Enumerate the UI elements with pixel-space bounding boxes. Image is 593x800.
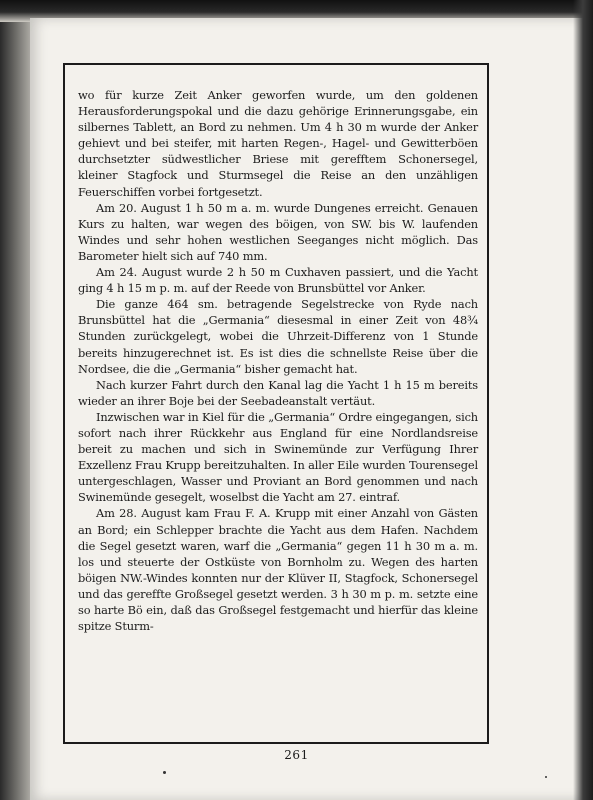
print-speck	[545, 776, 547, 778]
paragraph-2: Am 20. August 1 h 50 m a. m. wurde Dungenes erreicht. Genauen Kurs zu halten, war wegen des böigen, von SW. bis W. laufenden Windes und sehr hohen westlichen Seeganges nicht möglich. Das Barometer hielt sich auf 740 mm.	[78, 200, 478, 263]
scan-shadow-right	[573, 0, 593, 800]
print-speck	[163, 771, 166, 774]
page-number: 261	[284, 748, 309, 762]
paragraph-3: Am 24. August wurde 2 h 50 m Cuxhaven passiert, und die Yacht ging 4 h 15 m p. m. auf der Reede von Brunsbüttel vor Anker.	[78, 265, 478, 296]
paragraph-4: Die ganze 464 sm. betragende Segelstrecke von Ryde nach Brunsbüttel hat die „Germania“ diesesmal in einer Zeit von 48¾ Stunden zurückgelegt, wobei die Uhrzeit-Differenz von 1 Stunde bereits hinzugerechnet ist. Es ist dies die schnellste Reise über die Nordsee, die die „Germania“ bisher gemacht hat.	[78, 297, 478, 376]
paragraph-1: wo für kurze Zeit Anker geworfen wurde, um den goldenen Herausforderungspokal und die dazu gehörige Erinnerungsgabe, ein silbernes Tablett, an Bord zu nehmen. Um 4 h 30 m wurde der Anker gehievt und bei steifer, mit harten Regen-, Hagel- und Gewitterböen durchsetzter südwestlicher Briese mit gerefftem Schonersegel, kleiner Stagfock und Sturmsegel die Reise an den unzähligen Feuerschiffen vorbei fortgesetzt.	[78, 88, 478, 199]
body-text	[78, 87, 478, 634]
paragraph-7: Am 28. August kam Frau F. A. Krupp mit einer Anzahl von Gästen an Bord; ein Schlepper brachte die Yacht aus dem Hafen. Nachdem die Segel gesetzt waren, warf die „Germania“ gegen 11 h 30 m a. m. los und steuerte der Ostküste von Bornholm zu. Wegen des harten böigen NW.-Windes konnten nur der Klüver II, Stagfock, Schonersegel und das gereffte Großsegel gesetzt werden. 3 h 30 m p. m. setzte eine so harte Bö ein, daß das Großsegel festgemacht und hierfür das kleine spitze Sturm-	[78, 506, 478, 634]
paragraph-6: Inzwischen war in Kiel für die „Germania“ Ordre eingegangen, sich sofort nach ihrer Rückkehr aus England für eine Nordlandsreise bereit zu machen und sich in Swinemünde zur Verfügung Ihrer Exzellenz Frau Krupp bereitzuhalten. In aller Eile wurden Tourensegel untergeschlagen, Wasser und Proviant an Bord genommen und nach Swinemünde gesegelt, woselbst die Yacht am 27. eintraf.	[78, 409, 478, 505]
paragraph-5: Nach kurzer Fahrt durch den Kanal lag die Yacht 1 h 15 m bereits wieder an ihrer Boje bei der Seebadeanstalt vertäut.	[78, 377, 478, 408]
